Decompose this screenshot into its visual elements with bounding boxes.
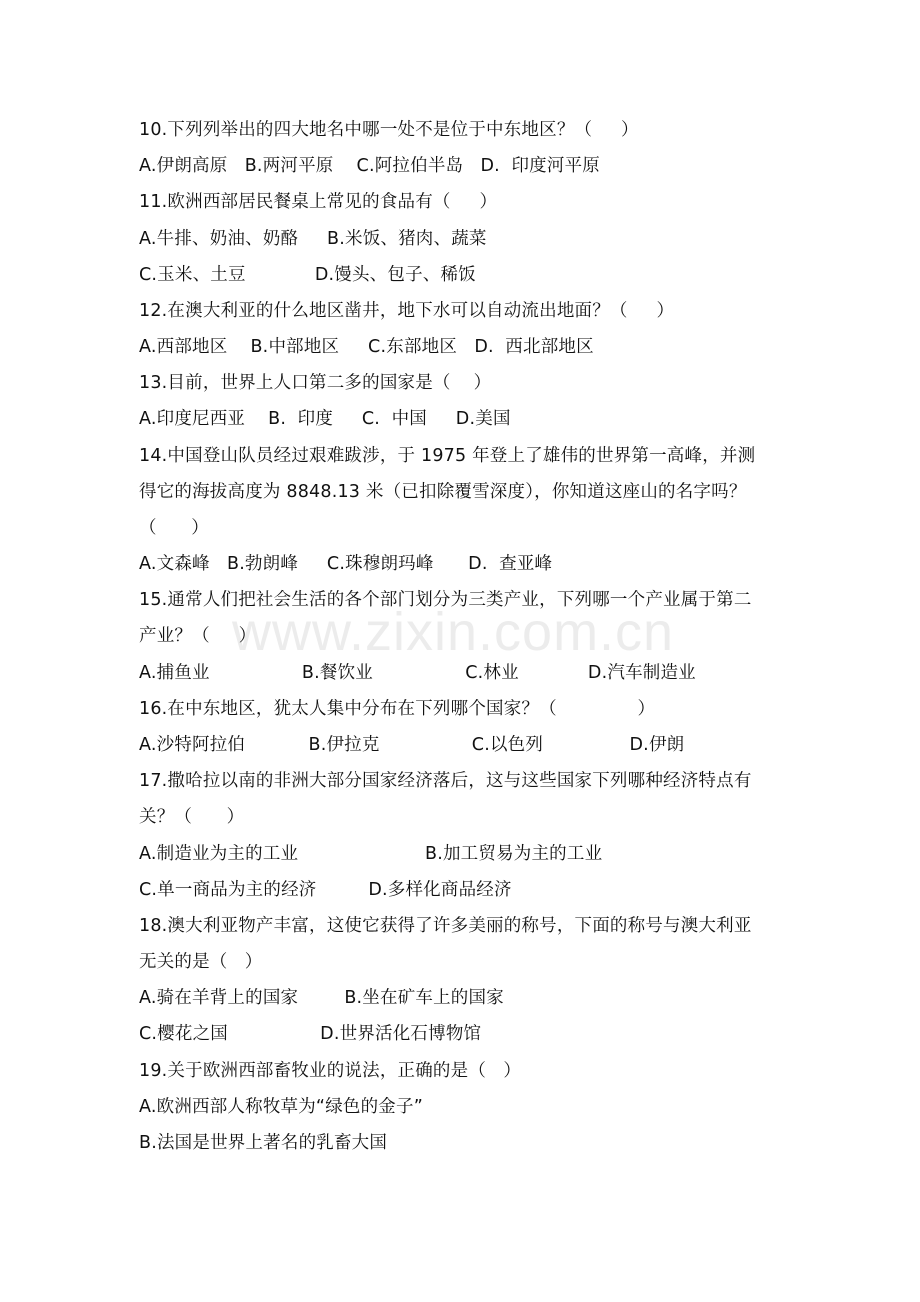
q16-question: 16.在中东地区，犹太人集中分布在下列哪个国家？（ ）: [139, 699, 656, 719]
q19-option-a: A.欧洲西部人称牧草为“绿色的金子”: [139, 1097, 423, 1117]
q16-options: A.沙特阿拉伯 B.伊拉克 C.以色列 D.伊朗: [139, 735, 685, 755]
q17-options-cd: C.单一商品为主的经济 D.多样化商品经济: [139, 880, 512, 900]
q11-question: 11.欧洲西部居民餐桌上常见的食品有（ ）: [139, 192, 498, 212]
q14-question-line3: （ ）: [139, 518, 209, 538]
q18-options-cd: C.樱花之国 D.世界活化石博物馆: [139, 1024, 482, 1044]
q19-option-b: B.法国是世界上著名的乳畜大国: [139, 1133, 388, 1153]
q15-question-line2: 产业？（ ）: [139, 626, 257, 646]
q17-options-ab: A.制造业为主的工业 B.加工贸易为主的工业: [139, 844, 603, 864]
q12-question: 12.在澳大利亚的什么地区凿井，地下水可以自动流出地面？（ ）: [139, 301, 675, 321]
q18-question-line2: 无关的是（ ）: [139, 952, 263, 972]
q19-question: 19.关于欧洲西部畜牧业的说法，正确的是（ ）: [139, 1061, 522, 1081]
q10-options: A.伊朗高原 B.两河平原 C.阿拉伯半岛 D. 印度河平原: [139, 156, 600, 176]
q15-question-line1: 15.通常人们把社会生活的各个部门划分为三类产业，下列哪一个产业属于第二: [139, 590, 752, 610]
q17-question-line1: 17.撒哈拉以南的非洲大部分国家经济落后，这与这些国家下列哪种经济特点有: [139, 771, 752, 791]
q14-question-line1: 14.中国登山队员经过艰难跋涉，于 1975 年登上了雄伟的世界第一高峰，并测: [139, 446, 756, 466]
q18-options-ab: A.骑在羊背上的国家 B.坐在矿车上的国家: [139, 988, 504, 1008]
watermark: www.zixin.com.cn: [232, 602, 675, 662]
q13-question: 13.目前，世界上人口第二多的国家是（ ）: [139, 373, 492, 393]
q14-options: A.文森峰 B.勃朗峰 C.珠穆朗玛峰 D. 查亚峰: [139, 554, 553, 574]
q14-question-line2: 得它的海拔高度为 8848.13 米（已扣除覆雪深度），你知道这座山的名字吗？: [139, 482, 747, 502]
q12-options: A.西部地区 B.中部地区 C.东部地区 D. 西北部地区: [139, 337, 594, 357]
q11-options-ab: A.牛排、奶油、奶酪 B.米饭、猪肉、蔬菜: [139, 229, 487, 249]
q17-question-line2: 关？（ ）: [139, 807, 245, 827]
q13-options: A.印度尼西亚 B. 印度 C. 中国 D.美国: [139, 409, 511, 429]
q15-options: A.捕鱼业 B.餐饮业 C.林业 D.汽车制造业: [139, 663, 696, 683]
q11-options-cd: C.玉米、土豆 D.馒头、包子、稀饭: [139, 265, 476, 285]
q18-question-line1: 18.澳大利亚物产丰富，这使它获得了许多美丽的称号，下面的称号与澳大利亚: [139, 916, 752, 936]
q10-question: 10.下列列举出的四大地名中哪一处不是位于中东地区？（ ）: [139, 120, 639, 140]
